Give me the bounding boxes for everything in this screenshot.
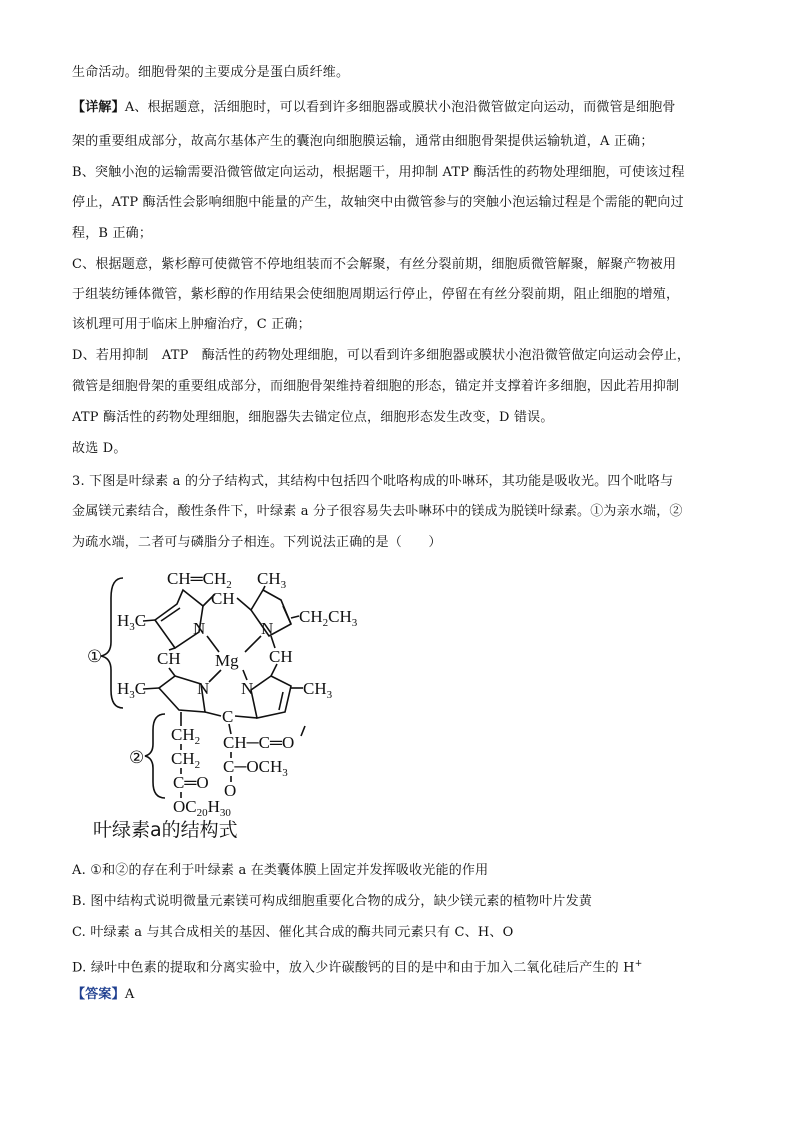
atom-n-top-right: N xyxy=(261,619,274,638)
explanation-line-1-text: A、根据题意，活细胞时，可以看到许多细胞器或膜状小泡沿微管做定向运动，而微管是细胞骨 xyxy=(124,100,676,115)
atom-ch-bridge-left: CH xyxy=(157,649,181,668)
atom-ch2-1: $CH_2$ xyxy=(171,725,201,747)
bond-double-bottom-right xyxy=(279,692,283,710)
atom-mg: Mg xyxy=(215,651,239,670)
label-hydrophilic: ① xyxy=(87,647,103,666)
bond-ring-bottom-right xyxy=(251,676,291,718)
brace-hydrophobic xyxy=(145,714,165,798)
option-d-text: D. 绿叶中色素的提取和分离实验中，放入少许碳酸钙的目的是中和由于加入二氧化硅后产生的 H xyxy=(72,960,635,976)
answer-value: A xyxy=(124,987,135,1002)
bond-ethyl xyxy=(291,616,299,618)
question-line-1: 3. 下图是叶绿素 a 的分子结构式，其结构中包括四个吡咯构成的卟啉环，其功能是吸收光。四个吡咯与 xyxy=(72,474,674,489)
atom-methyl-right: $CH_3$ xyxy=(303,679,333,701)
detail-mark: 【详解】 xyxy=(72,100,125,115)
atom-c-och3: $C─OCH_3$ xyxy=(223,757,288,779)
explanation-line-8: 该机理可用于临床上肿瘤治疗，C 正确； xyxy=(72,317,311,332)
explanation-line-5: 程，B 正确； xyxy=(72,226,153,241)
option-c: C. 叶绿素 a 与其合成相关的基因、催化其合成的酶共同元素只有 C、H、O xyxy=(72,925,514,940)
option-d-superscript: + xyxy=(634,959,643,969)
label-hydrophobic: ② xyxy=(129,748,145,767)
bond-methyl-left xyxy=(143,620,155,621)
explanation-line-10: 微管是细胞骨架的重要组成部分，而细胞骨架维持着细胞的形态，锚定并支撑着许多细胞，因此若用抑制 xyxy=(72,379,680,394)
explanation-line-4: 停止，ATP 酶活性会影响细胞中能量的产生，故轴突中由微管参与的突触小泡运输过程是个需能的靶向过 xyxy=(72,195,684,210)
atom-o-carbonyl: O xyxy=(224,781,237,800)
atom-ch-co: CH─C═O xyxy=(223,733,295,752)
atom-n-bottom-left: N xyxy=(197,679,210,698)
question-line-2: 金属镁元素结合，酸性条件下，叶绿素 a 分子很容易失去卟啉环中的镁成为脱镁叶绿素。①为亲水端，② xyxy=(72,504,683,519)
option-a: A. ①和②的存在利于叶绿素 a 在类囊体膜上固定并发挥吸收光能的作用 xyxy=(72,863,489,878)
option-b: B. 图中结构式说明微量元素镁可构成细胞重要化合物的成分，缺少镁元素的植物叶片发黄 xyxy=(72,894,593,909)
atom-h3c-bottom: $H_3C$ xyxy=(117,679,147,701)
atom-vinyl: $CH═CH_2$ xyxy=(167,569,232,591)
bond-ring5-2 xyxy=(301,726,305,736)
figure-caption: 叶绿素a的结构式 xyxy=(93,819,238,841)
atom-ch-bridge-top: CH xyxy=(211,589,235,608)
atom-c-bridge-bottom: C xyxy=(222,707,234,726)
atom-n-bottom-right: N xyxy=(241,679,254,698)
explanation-line-3: B、突触小泡的运输需要沿微管做定向运动，根据题干，用抑制 ATP 酶活性的药物处理细胞，可使该过程 xyxy=(72,165,685,180)
explanation-line-6: C、根据题意，紫杉醇可使微管不停地组装而不会解聚，有丝分裂前期，细胞质微管解聚，解聚产物被用 xyxy=(72,257,677,272)
option-d xyxy=(72,955,732,977)
explanation-line-0: 生命活动。细胞骨架的主要成分是蛋白质纤维。 xyxy=(72,65,350,80)
atom-ester-co: C═O xyxy=(173,773,209,792)
question-line-3: 为疏水端，二者可与磷脂分子相连。下列说法正确的是（ ） xyxy=(72,535,442,550)
atom-ethyl: $CH_2CH_3$ xyxy=(299,607,358,629)
atom-ch-bridge-right: CH xyxy=(269,647,293,666)
answer-line xyxy=(72,986,732,1004)
explanation-line-12: 故选 D。 xyxy=(72,441,127,456)
atom-n-top-left: N xyxy=(193,619,206,638)
atom-phytyl: $OC_{20}H_{30}$ xyxy=(173,797,231,819)
answer-mark: 【答案】 xyxy=(72,987,125,1002)
explanation-line-11: ATP 酶活性的药物处理细胞，细胞器失去锚定位点，细胞形态发生改变，D 错误。 xyxy=(72,410,554,425)
explanation-line-1 xyxy=(72,99,732,117)
atom-h3c-top: $H_3C$ xyxy=(117,611,147,633)
bond-methyl-bottom-left xyxy=(143,688,159,689)
explanation-line-2: 架的重要组成部分，故高尔基体产生的囊泡向细胞膜运输，通常由细胞骨架提供运输轨道，A 正确； xyxy=(72,134,654,149)
atom-ch2-2: $CH_2$ xyxy=(171,749,201,771)
explanation-line-9: D、若用抑制 ATP 酶活性的药物处理细胞，可以看到许多细胞器或膜状小泡沿微管做定向运动会停止， xyxy=(72,348,691,363)
chlorophyll-structure-figure xyxy=(85,558,405,848)
explanation-line-7: 于组装纺锤体微管，紫杉醇的作用结果会使细胞周期运行停止，停留在有丝分裂前期，阻止细胞的增殖， xyxy=(72,287,680,302)
atom-methyl-top: $CH_3$ xyxy=(257,569,287,591)
bond-double-right-top xyxy=(283,606,291,624)
